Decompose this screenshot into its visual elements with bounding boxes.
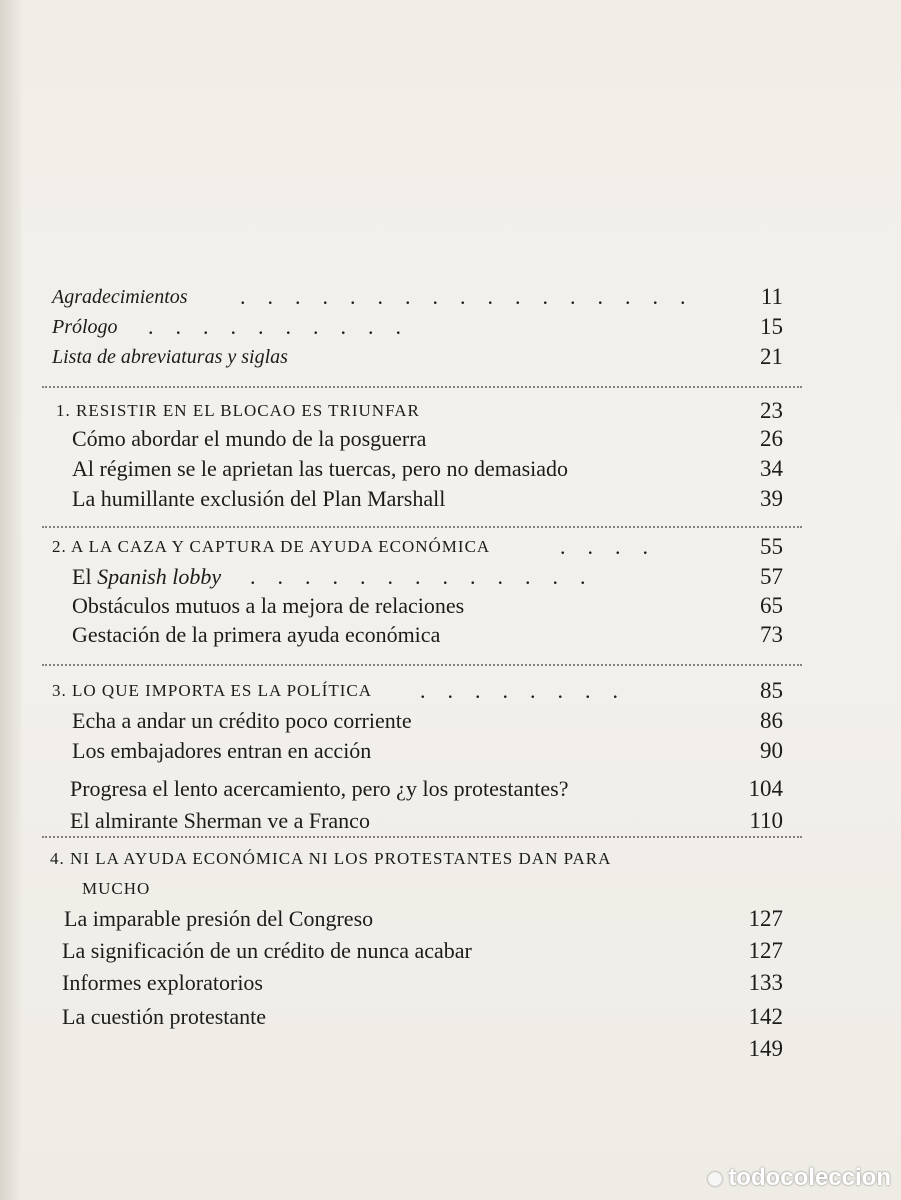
toc-entry-label: La imparable presión del Congreso xyxy=(64,906,374,931)
toc-entry xyxy=(0,312,901,342)
toc-entry-label: Agradecimientos xyxy=(52,286,188,308)
toc-entry xyxy=(0,424,901,454)
toc-entry xyxy=(0,806,901,836)
toc-entry-page: 39 xyxy=(760,486,783,511)
toc-entry-page-row xyxy=(0,342,901,372)
toc-entry-page: 90 xyxy=(760,738,783,763)
toc-entry xyxy=(0,904,901,934)
toc-entry-label: Gestación de la primera ayuda económica xyxy=(72,622,441,647)
chapter-page: 85 xyxy=(760,678,783,703)
toc-entry xyxy=(0,591,901,621)
chapter-heading xyxy=(0,844,901,874)
toc-entry-label: Informes exploratorios xyxy=(62,970,263,995)
toc-entry-label: Progresa el lento acercamiento, pero ¿y los protestantes? xyxy=(70,776,569,801)
toc-entry-page: 104 xyxy=(748,776,783,801)
toc-entry-page: 21 xyxy=(760,344,783,369)
toc-entry-page: 86 xyxy=(760,708,783,733)
section-divider xyxy=(42,526,802,528)
toc-entry xyxy=(0,1002,901,1032)
toc-entry xyxy=(0,1034,901,1064)
chapter-heading xyxy=(0,532,901,562)
toc-entry-label: Prólogo xyxy=(52,316,118,338)
dot-leader: ............. xyxy=(250,564,608,589)
dot-leader: .... xyxy=(560,534,670,559)
section-divider xyxy=(42,664,802,666)
toc-entry-label: Los embajadores entran en acción xyxy=(72,738,372,763)
toc-entry-page: 34 xyxy=(760,456,783,481)
toc-entry-page: 110 xyxy=(749,808,783,833)
toc-entry xyxy=(0,562,901,592)
dot-leader: .......... xyxy=(148,314,423,339)
toc-entry-label: Lista de abreviaturas y siglas xyxy=(52,346,288,368)
chapter-heading-continued xyxy=(0,874,901,904)
toc-entry-page: 65 xyxy=(760,593,783,618)
watermark-brand: todocoleccion xyxy=(728,1164,891,1191)
toc-entry-label: Al régimen se le aprietan las tuercas, pero no demasiado xyxy=(72,456,569,481)
toc-entry-page: 142 xyxy=(748,1004,783,1029)
toc-entry xyxy=(0,484,901,514)
toc-entry-page: 133 xyxy=(748,970,783,995)
chapter-page: 55 xyxy=(760,534,783,559)
toc-entry-label: La cuestión protestante xyxy=(62,1004,267,1029)
toc-entry-label: La significación de un crédito de nunca acabar xyxy=(62,938,472,963)
dot-leader: ................. xyxy=(240,284,708,309)
chapter-title: 1. RESISTIR EN EL BLOCAO ES TRIUNFAR xyxy=(56,401,420,420)
chapter-title: 2. A LA CAZA Y CAPTURA DE AYUDA ECONÓMICA xyxy=(52,537,491,556)
chapter-heading xyxy=(0,396,901,426)
toc-entry-page: 15 xyxy=(760,314,783,339)
toc-entry-label: Obstáculos mutuos a la mejora de relaciones xyxy=(72,593,465,618)
toc-entry xyxy=(0,282,901,312)
section-divider xyxy=(42,836,802,838)
toc-entry xyxy=(0,774,901,804)
toc-entry xyxy=(0,968,901,998)
chapter-title: 3. LO QUE IMPORTA ES LA POLÍTICA xyxy=(52,681,373,700)
toc-entry xyxy=(0,936,901,966)
toc-entry xyxy=(0,736,901,766)
circle-logo-icon xyxy=(708,1172,722,1186)
toc-entry-page: 127 xyxy=(748,938,783,963)
toc-entry-label: La humillante exclusión del Plan Marshall xyxy=(72,486,446,511)
toc-entry-page: 149 xyxy=(748,1036,783,1061)
chapter-page: 23 xyxy=(760,398,783,423)
toc-entry-page: 11 xyxy=(760,284,783,309)
toc-entry-label xyxy=(72,562,221,592)
watermark xyxy=(708,1164,891,1192)
toc-entry xyxy=(0,454,901,484)
dot-leader: ........ xyxy=(420,678,640,703)
section-divider xyxy=(42,386,802,388)
toc-entry-label: Cómo abordar el mundo de la posguerra xyxy=(72,426,427,451)
toc-entry-page: 57 xyxy=(760,564,783,589)
toc-entry-label-italic: Spanish lobby xyxy=(97,564,222,589)
toc-entry xyxy=(0,620,901,650)
toc-entry xyxy=(0,706,901,736)
chapter-title-line1: 4. NI LA AYUDA ECONÓMICA NI LOS PROTESTANTES DAN PARA xyxy=(50,849,612,868)
toc-entry-page: 26 xyxy=(760,426,783,451)
toc-entry-label: El almirante Sherman ve a Franco xyxy=(70,808,370,833)
chapter-title-line2: MUCHO xyxy=(82,879,151,898)
toc-entry-page: 127 xyxy=(748,906,783,931)
chapter-heading xyxy=(0,676,901,706)
toc-entry-label: Echa a andar un crédito poco corriente xyxy=(72,708,412,733)
toc-entry-label-prefix: El xyxy=(72,564,92,589)
toc-entry-page: 73 xyxy=(760,622,783,647)
